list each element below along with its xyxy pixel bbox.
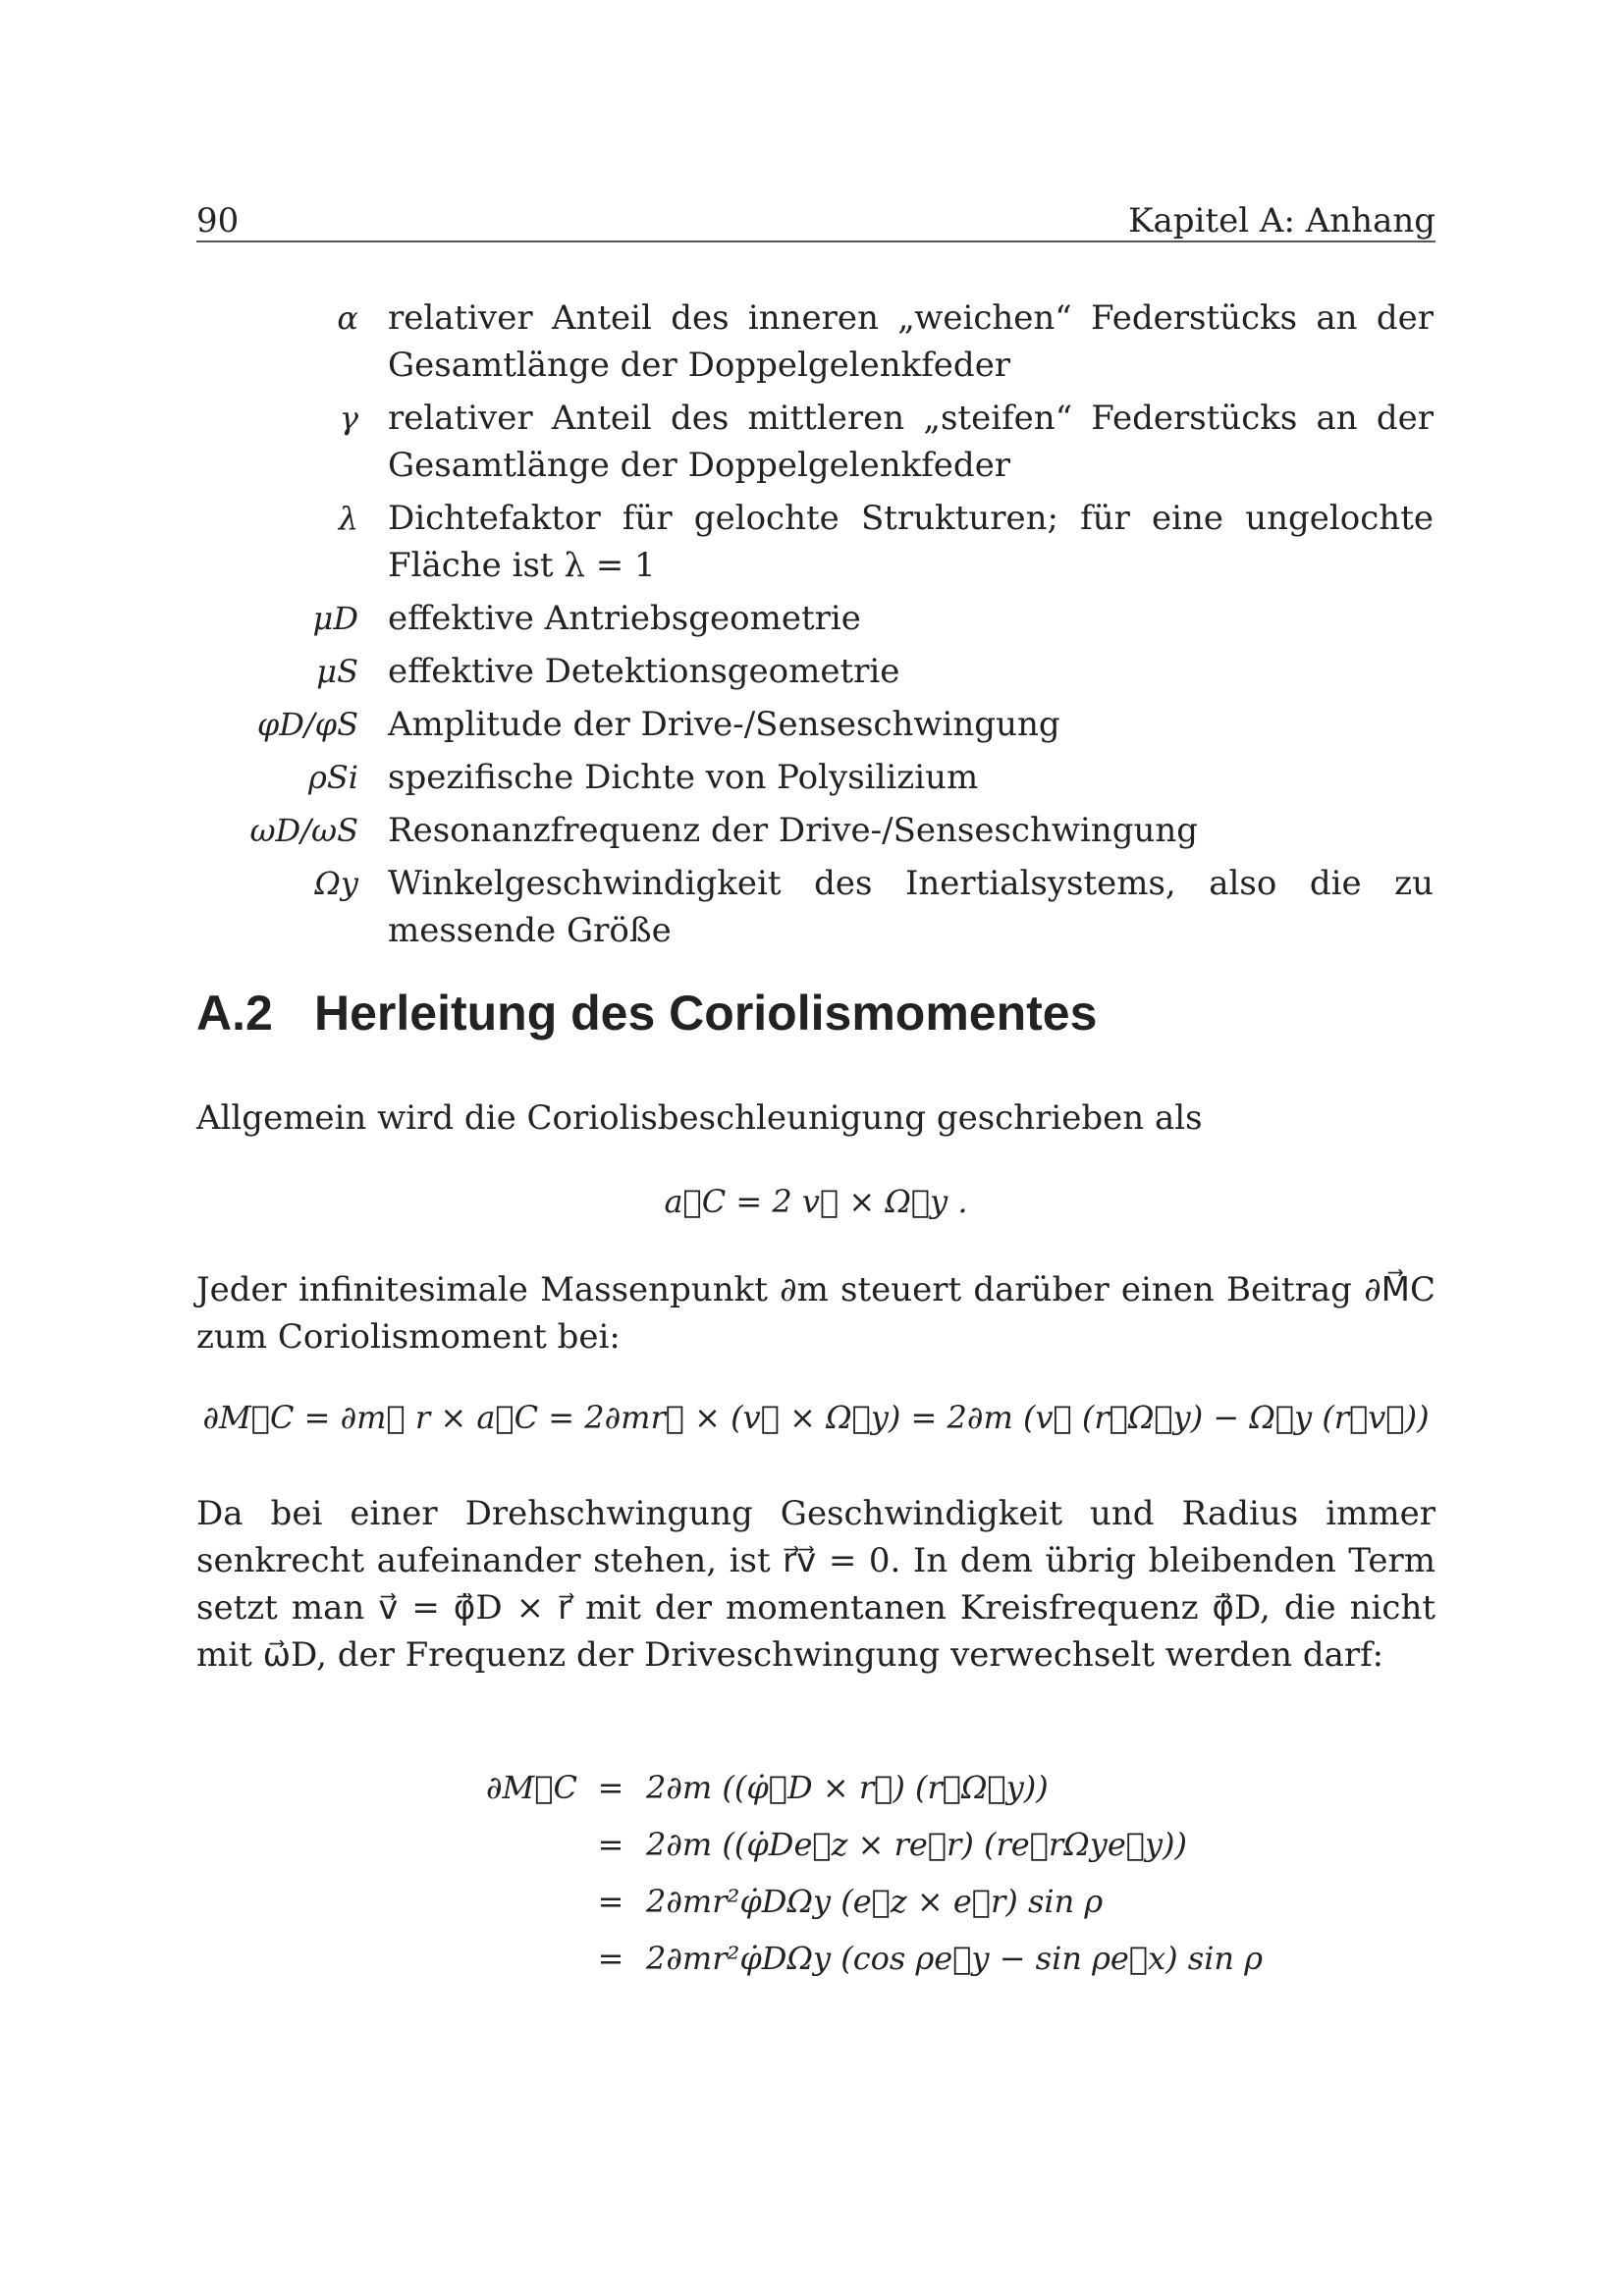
paragraph-intro: Allgemein wird die Coriolisbeschleunigung geschrieben als [196,1098,1203,1138]
symbol-entry [196,395,1435,489]
symbol: ωD/ωS [249,812,358,849]
derivation-row [471,1769,1355,1826]
symbol-description: Resonanzfrequenz der Drive-/Senseschwingung [388,811,1199,850]
paragraph-mass-point: Jeder infinitesimale Massenpunkt ∂m steuert darüber einen Beitrag ∂M⃗C zum Coriolismoment bei: [196,1270,1435,1357]
symbol: μD [312,600,358,637]
derivation-rhs: 2∂mr²φ̇DΩy (cos ρe⃗y − sin ρe⃗x) sin ρ [646,1940,1264,1977]
symbol: φD/φS [256,706,358,743]
symbol: Ωy [314,865,358,902]
symbol-description: Winkelgeschwindigkeit des Inertialsystems, also die zu messende Größe [388,864,1434,950]
aligned-derivation [471,1769,1355,1997]
derivation-relation: = [597,1940,624,1977]
derivation-relation: = [597,1826,624,1863]
derivation-rhs: 2∂m ((φ̇⃗D × r⃗) (r⃗Ω⃗y)) [646,1769,1049,1806]
symbol-description: Amplitude der Drive-/Senseschwingung [388,705,1060,744]
section-title: Herleitung des Coriolismomentes [314,986,1098,1041]
page-number: 90 [196,201,240,240]
symbol: γ [339,400,358,437]
derivation-row [471,1940,1355,1997]
section-number: A.2 [196,986,273,1041]
equation-coriolis-moment: ∂M⃗C = ∂m⃗ r × a⃗C = 2∂mr⃗ × (v⃗ × Ω⃗y) = 2∂m (v⃗ (r⃗Ω⃗y) − Ω⃗y (r⃗v⃗)) [202,1399,1430,1436]
symbol-entry [196,648,1435,695]
symbol-entry [196,294,1435,389]
symbol-entry [196,495,1435,589]
derivation-row [471,1826,1355,1883]
symbol: ρSi [308,759,358,796]
symbol-description: effektive Antriebsgeometrie [388,599,861,638]
symbol-entry [196,807,1435,854]
page-header [196,201,1435,242]
symbol-entry [196,860,1435,954]
section-heading [196,985,1435,1041]
equation-coriolis-acceleration: a⃗C = 2 v⃗ × Ω⃗y . [664,1183,968,1220]
symbol-list [196,294,1435,960]
chapter-title: Kapitel A: Anhang [1128,201,1435,240]
symbol-description: relativer Anteil des mittleren „steifen“ Federstücks an der Gesamtlänge der Doppelgelenkfeder [388,399,1434,485]
symbol-description: effektive Detektionsgeometrie [388,652,900,691]
derivation-relation: = [597,1769,624,1806]
symbol: μS [316,653,358,690]
symbol: λ [338,500,358,537]
symbol: α [337,299,358,337]
derivation-lhs: ∂M⃗C [486,1769,577,1806]
symbol-entry [196,754,1435,801]
paragraph-substitution: Da bei einer Drehschwingung Geschwindigkeit und Radius immer senkrecht aufeinander stehen, ist r⃗v⃗ = 0. In dem übrig bleibenden Term setzt man v⃗ = φ̇⃗D × r⃗ mit der momentanen Kreisfrequenz φ̇⃗D, die nicht mit ω⃗D, der Frequenz der Driveschwingung verwechselt werden darf: [196,1494,1435,1675]
symbol-entry [196,595,1435,642]
symbol-description: spezifische Dichte von Polysilizium [388,758,979,797]
derivation-rhs: 2∂m ((φ̇De⃗z × re⃗r) (re⃗rΩye⃗y)) [646,1826,1188,1863]
symbol-description: relativer Anteil des inneren „weichen“ Federstücks an der Gesamtlänge der Doppelgelenkfeder [388,298,1434,385]
derivation-relation: = [597,1883,624,1920]
symbol-entry [196,701,1435,748]
symbol-description: Dichtefaktor für gelochte Strukturen; für eine ungelochte Fläche ist λ = 1 [388,499,1434,585]
derivation-rhs: 2∂mr²φ̇DΩy (e⃗z × e⃗r) sin ρ [646,1883,1104,1920]
derivation-row [471,1883,1355,1940]
